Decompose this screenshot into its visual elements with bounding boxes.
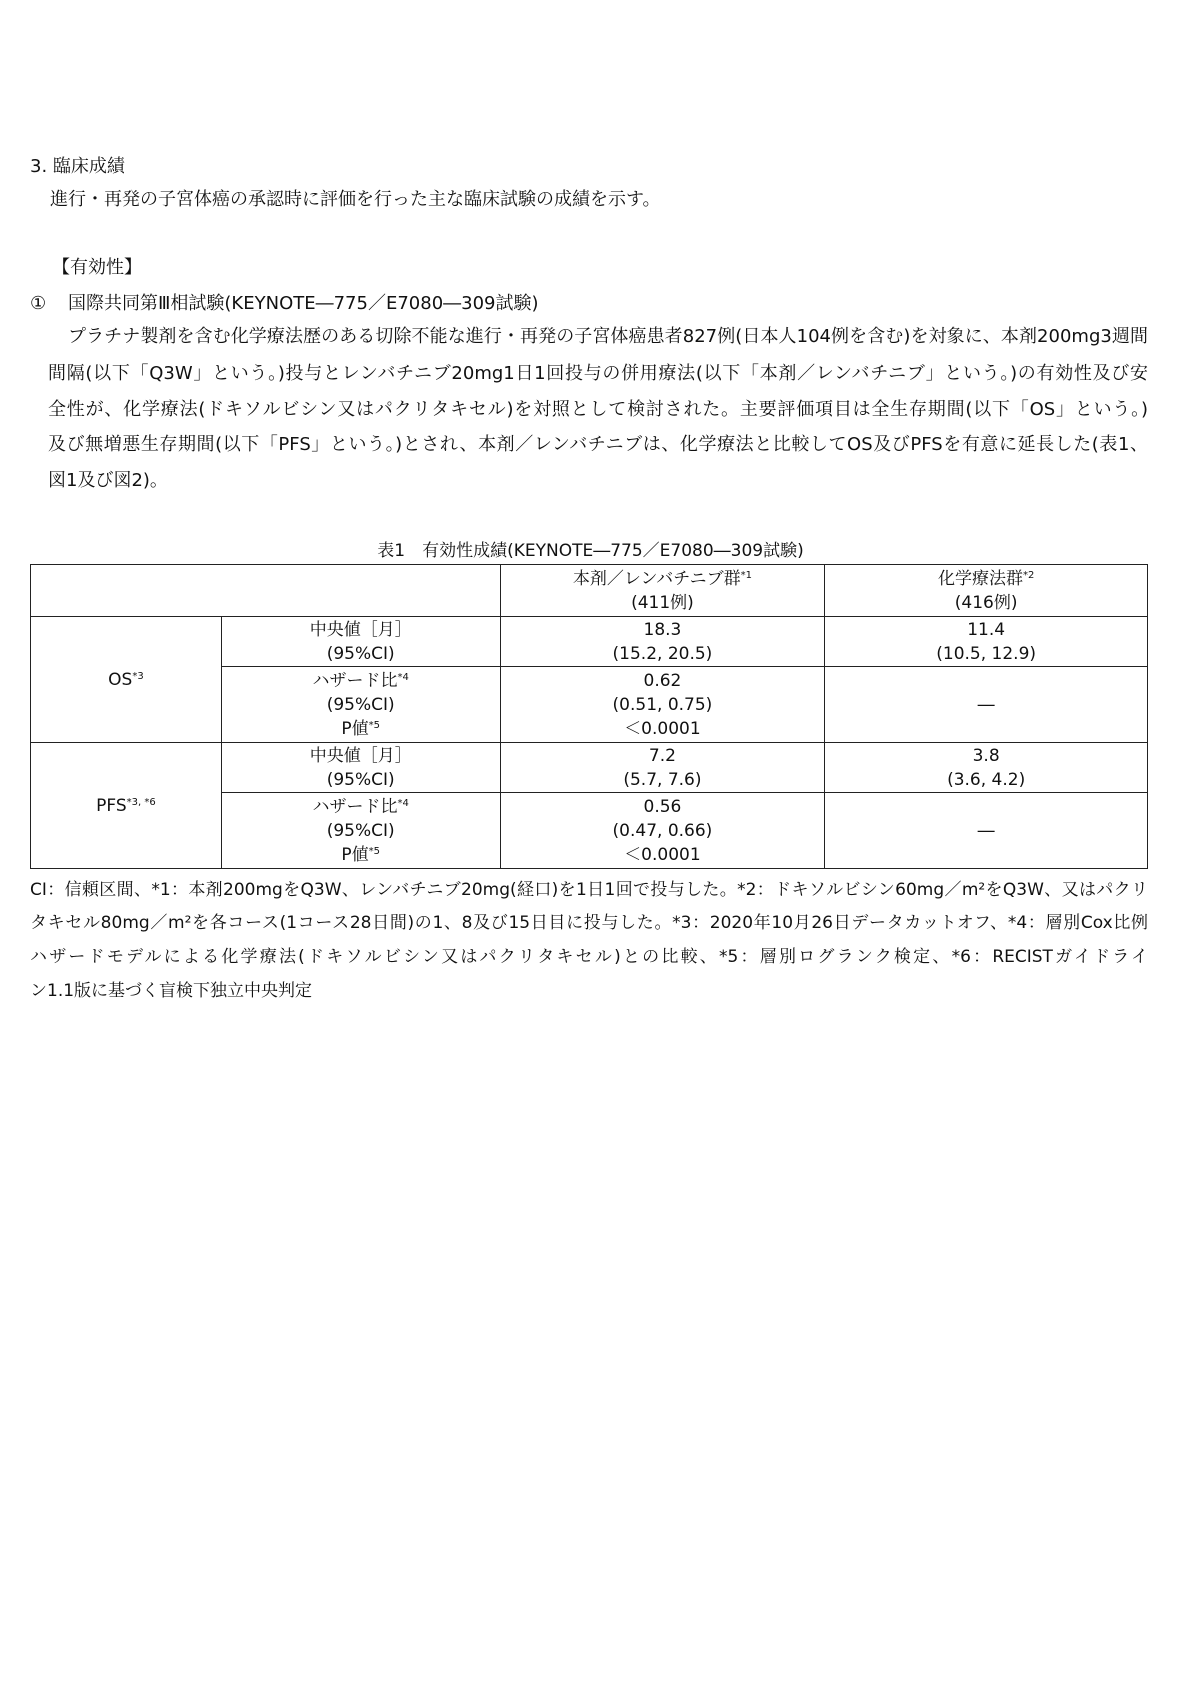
study-title: 国際共同第Ⅲ相試験(KEYNOTE―775／E7080―309試験)	[68, 293, 539, 314]
table-row: ハザード比$^{*4}$ (95%CI) P値$^{*5}$ 0.62 (0.51, 0.75) ＜0.0001 ―	[31, 667, 1148, 743]
footnote-line: ハザードモデルによる化学療法(ドキソルビシン又はパクリタキセル)との比較、*5：層別ログランク検定、*6：RECISTガイドライ	[30, 947, 1148, 967]
paragraph-line: 及び無増悪生存期間(以下「PFS」という。)とされ、本剤／レンバチニブは、化学療法と比較してOS及びPFSを有意に延長した(表1、	[48, 434, 1148, 455]
paragraph-line: 間隔(以下「Q3W」という。)投与とレンバチニブ20mg1日1回投与の併用療法(以下「本剤／レンバチニブ」という。)の有効性及び安	[48, 363, 1148, 384]
table-row: $PFS^{*3, *6}$ 中央値［月］ (95%CI) 7.2 (5.7, 7.6) 3.8 (3.6, 4.2)	[31, 743, 1148, 793]
efficacy-heading: 【有効性】	[52, 257, 142, 278]
paragraph-line: 全性が、化学療法(ドキソルビシン又はパクリタキセル)を対照として検討された。主要評価項目は全生存期間(以下「OS」という。)	[48, 399, 1148, 420]
intro-text: 進行・再発の子宮体癌の承認時に評価を行った主な臨床試験の成績を示す。	[50, 189, 661, 210]
table-header-row	[31, 565, 1148, 617]
footnote-line: タキセル80mg／m²を各コース(1コース28日間)の1、8及び15日目に投与した。*3：2020年10月26日データカットオフ、*4：層別Cox比例	[30, 913, 1148, 933]
footnote-line: CI：信頼区間、*1：本剤200mgをQ3W、レンバチニブ20mg(経口)を1日1回で投与した。*2：ドキソルビシン60mg／m²をQ3W、又はパクリ	[30, 880, 1148, 900]
pfs-label: $PFS^{*3, *6}$	[31, 743, 222, 869]
header-combo-group: 本剤／レンバチニブ群$^{*1}$ (411例)	[500, 565, 825, 617]
table-row: ハザード比$^{*4}$ (95%CI) P値$^{*5}$ 0.56 (0.47, 0.66) ＜0.0001 ―	[31, 793, 1148, 869]
table-caption: 表1 有効性成績(KEYNOTE―775／E7080―309試験)	[377, 541, 804, 561]
header-chemo-group: 化学療法群$^{*2}$ (416例)	[825, 565, 1148, 617]
footnote-line: ン1.1版に基づく盲検下独立中央判定	[30, 981, 313, 1001]
study-number: ①	[30, 293, 47, 314]
os-label: OS$^{*3}$	[31, 617, 222, 743]
efficacy-table	[30, 564, 1148, 869]
paragraph-line: プラチナ製剤を含む化学療法歴のある切除不能な進行・再発の子宮体癌患者827例(日本人104例を含む)を対象に、本剤200mg3週間	[68, 326, 1148, 347]
table-row: OS$^{*3}$ 中央値［月］ (95%CI) 18.3 (15.2, 20.5) 11.4 (10.5, 12.9)	[31, 617, 1148, 667]
paragraph-line: 図1及び図2)。	[48, 470, 168, 491]
section-heading: 3. 臨床成績	[30, 156, 125, 177]
